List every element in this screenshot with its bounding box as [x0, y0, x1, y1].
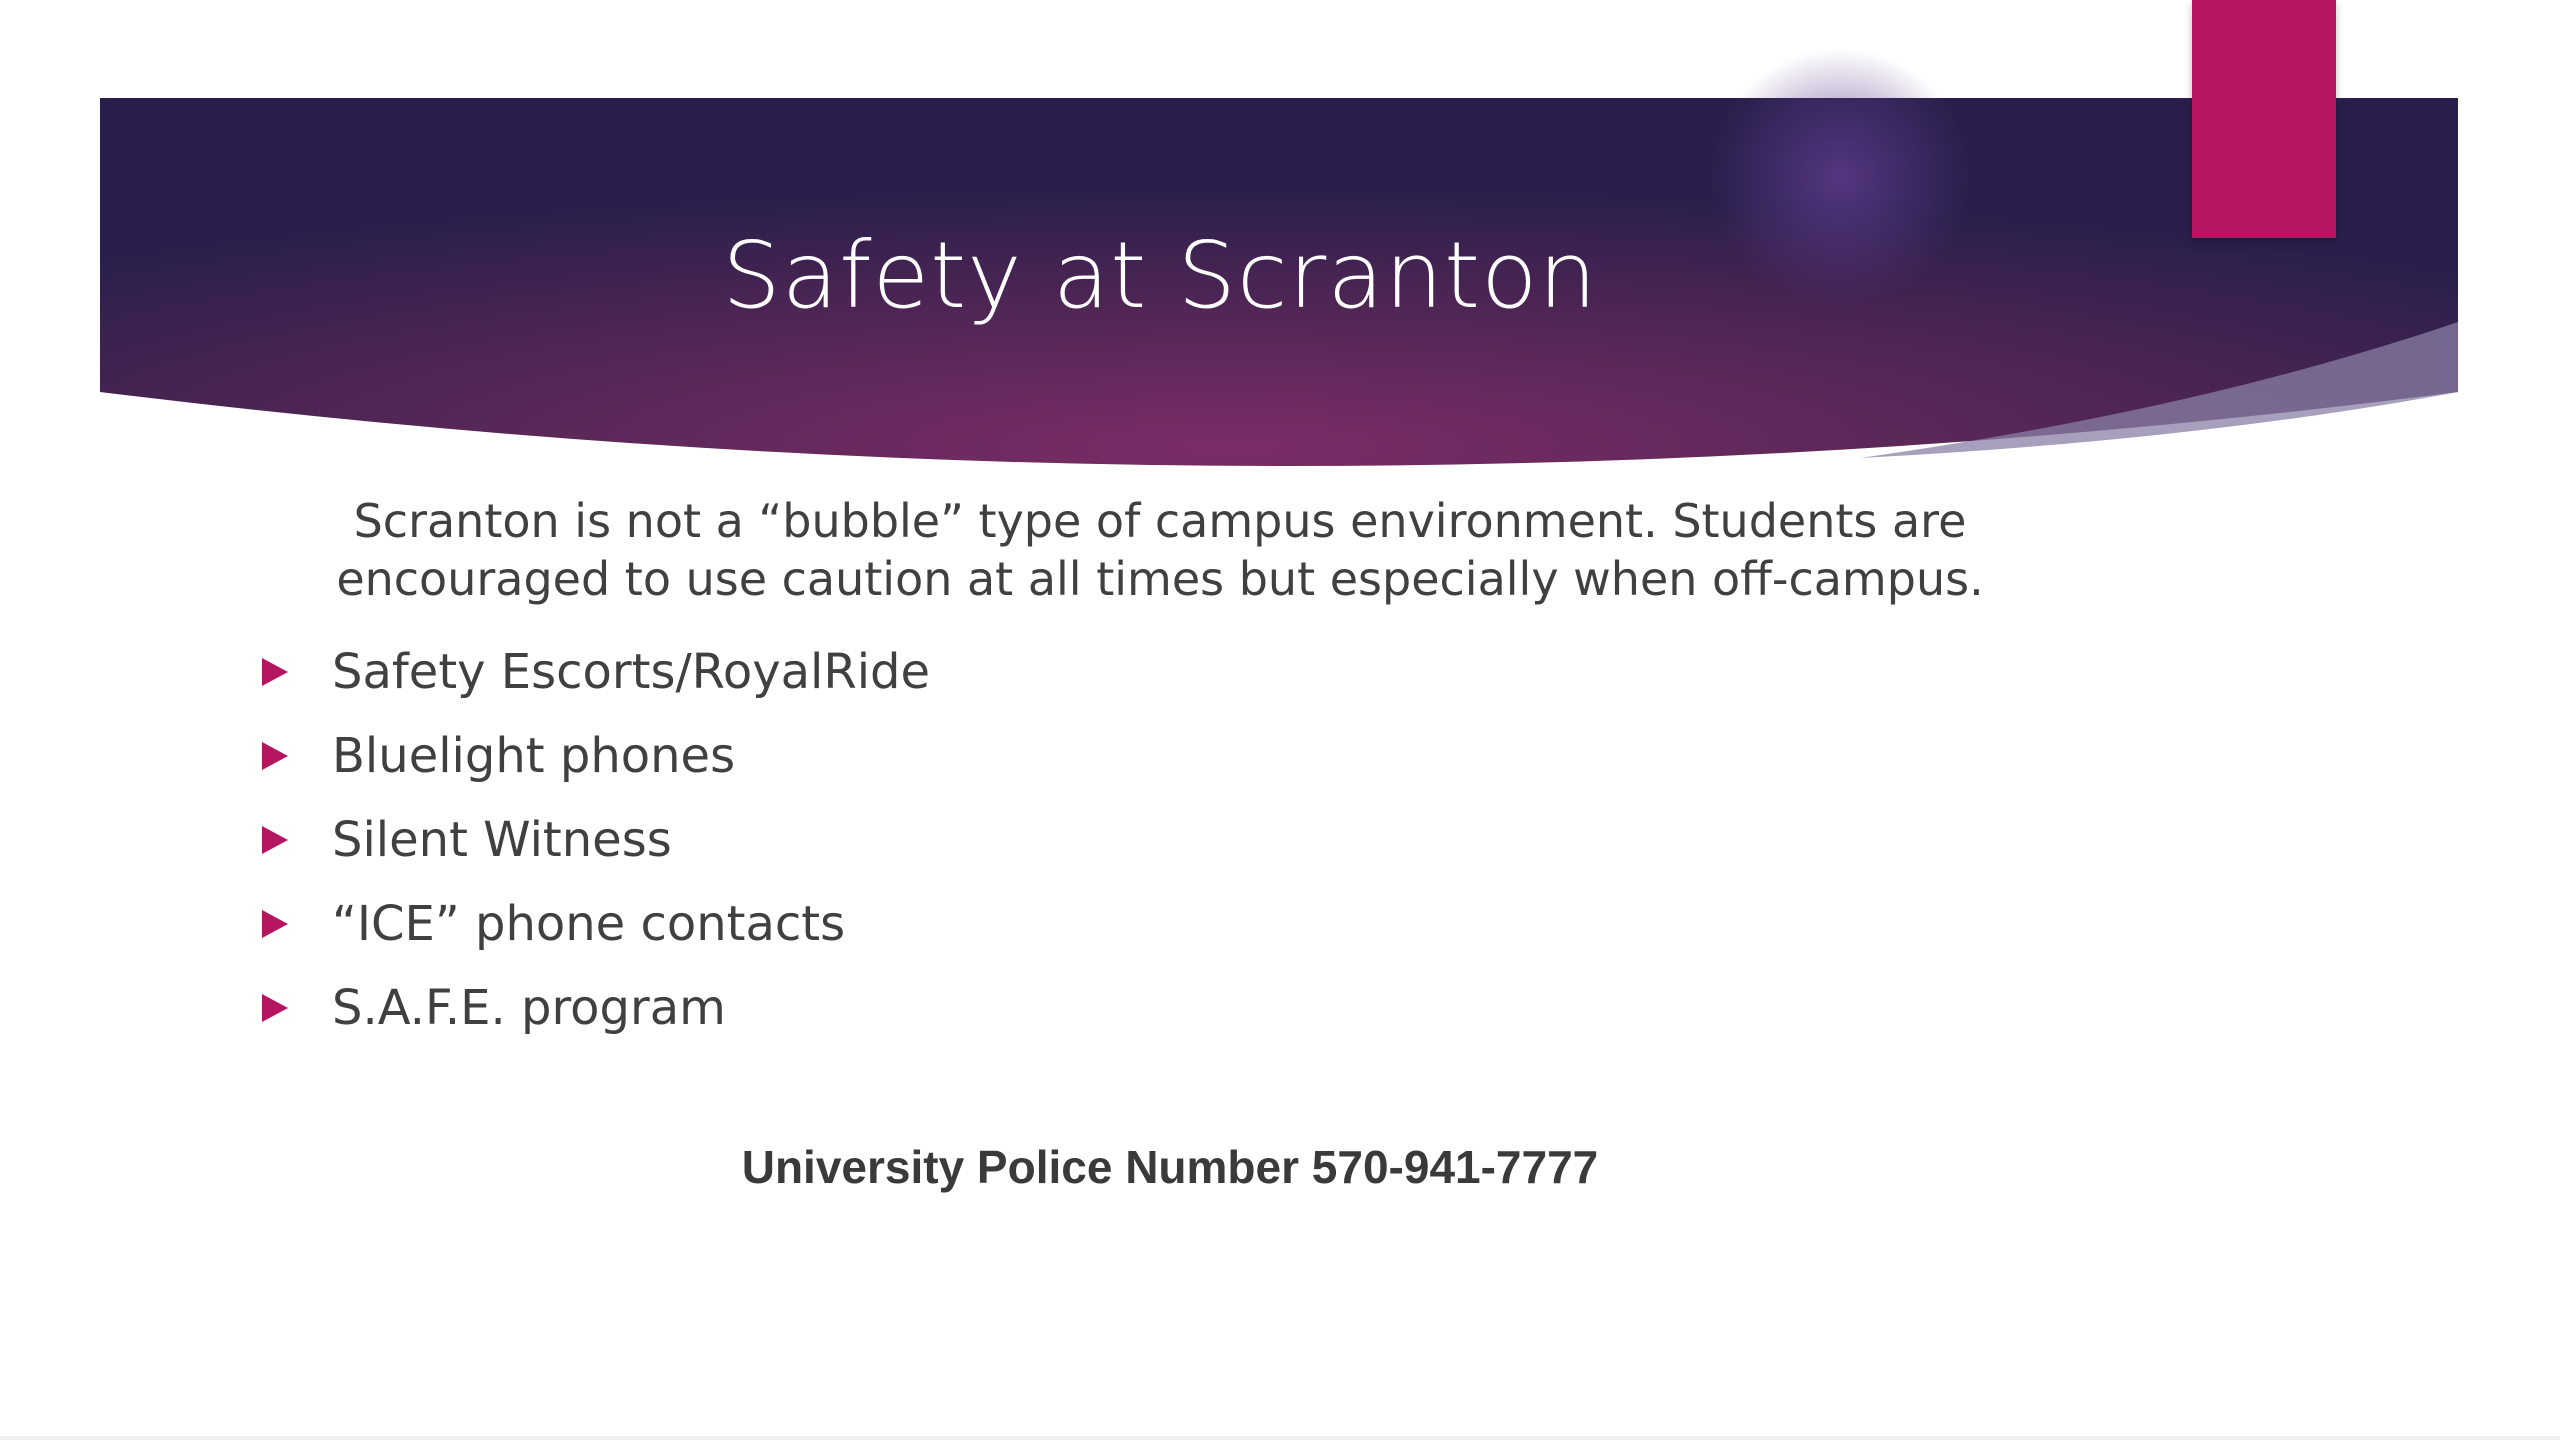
bullet-text: “ICE” phone contacts	[332, 896, 846, 952]
bullet-list	[262, 630, 930, 1050]
bullet-text: Silent Witness	[332, 812, 672, 868]
triangle-right-icon	[262, 910, 288, 938]
list-item	[262, 966, 930, 1050]
triangle-right-icon	[262, 658, 288, 686]
intro-paragraph: Scranton is not a “bubble” type of campus environment. Students are encouraged to use caution at all times but especially when off-campus.	[336, 494, 1984, 606]
triangle-right-icon	[262, 742, 288, 770]
bullet-text: Safety Escorts/RoyalRide	[332, 644, 931, 700]
slide-title: Safety at Scranton	[722, 222, 1598, 329]
bullet-text: Bluelight phones	[332, 728, 736, 784]
triangle-right-icon	[262, 994, 288, 1022]
list-item	[262, 798, 930, 882]
list-item	[262, 630, 930, 714]
bottom-divider	[0, 1436, 2560, 1440]
triangle-right-icon	[262, 826, 288, 854]
list-item	[262, 714, 930, 798]
bullet-text: S.A.F.E. program	[332, 980, 726, 1036]
police-number: University Police Number 570-941-7777	[741, 1141, 1599, 1193]
accent-tab	[2192, 0, 2336, 238]
list-item	[262, 882, 930, 966]
